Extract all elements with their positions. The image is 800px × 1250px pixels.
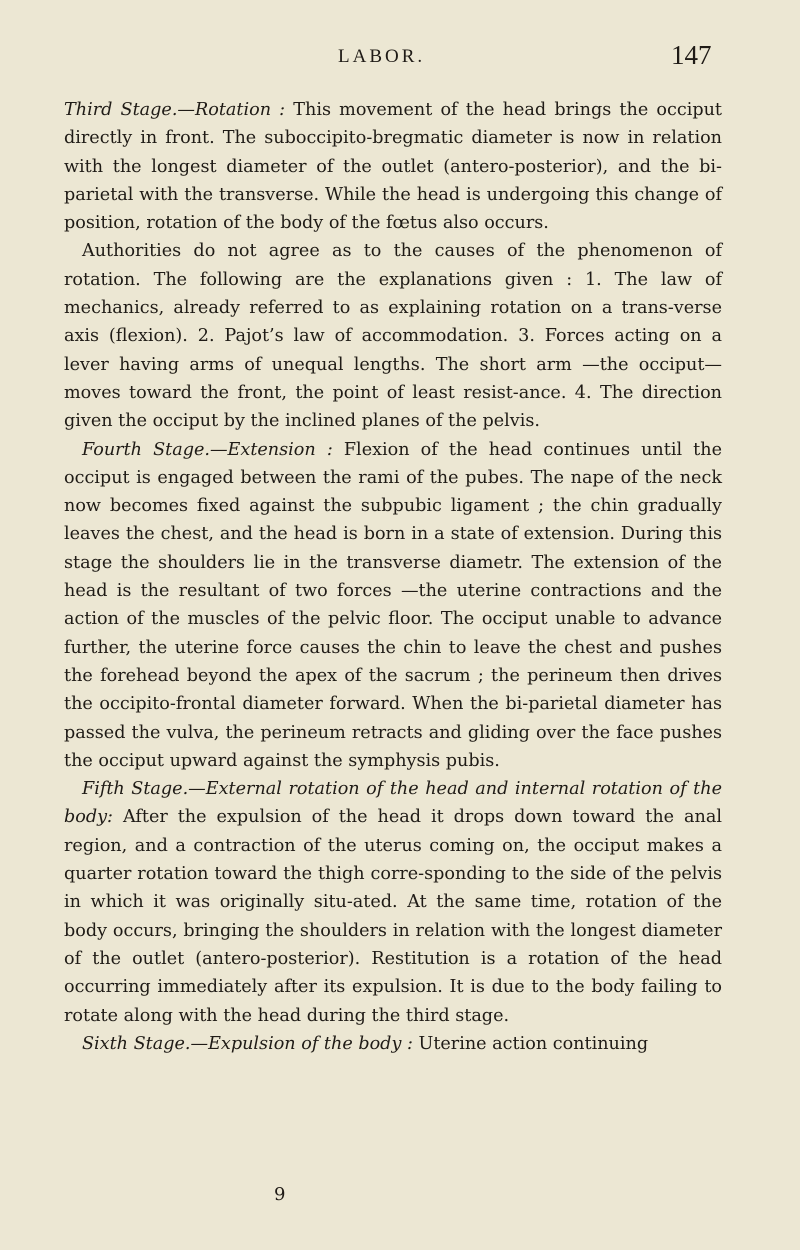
page-header — [0, 40, 800, 80]
paragraph-third-stage — [64, 96, 722, 237]
stage-heading: Fourth Stage.—Extension : — [82, 439, 333, 460]
running-title: LABOR. — [338, 46, 426, 67]
stage-heading: Fifth Stage.—External rotation of the head and internal rotation of the body: — [64, 779, 722, 828]
page-number: 147 — [671, 40, 712, 70]
paragraph-text: After the expulsion of the head it drops down toward the anal region, and a contraction of the uterus coming on, the occiput makes a quarter rotation toward the thigh corre-sponding to the side of the pelvis in which it was originally situ-ated. At the same time, rotation of the body occurs, bringing the shoulders in relation with the longest diameter of the outlet (antero-posterior). Restitution is a rotation of the head occurring immediately after its expulsion. It is due to the body failing to rotate along with the head during the third stage. — [64, 807, 722, 1026]
paragraph-sixth-stage — [64, 1030, 722, 1058]
stage-heading: Third Stage.—Rotation : — [64, 100, 286, 120]
paragraph-text: Flexion of the head continues until the occiput is engaged between the rami of the pubes. The nape of the neck now becomes fixed against the subpubic ligament ; the chin gradually leaves the chest, and the head is born in a state of extension. During this stage the shoulders lie in the transverse diametr. The extension of the head is the resultant of two forces —the uterine contractions and the action of the muscles of the pelvic floor. The occiput unable to advance further, the uterine force causes the chin to leave the chest and pushes the forehead beyond the apex of the sacrum ; the perineum then drives the occipito-frontal diameter forward. When the bi-parietal diameter has passed the vulva, the perineum retracts and gliding over the face pushes the occiput upward against the symphysis pubis. — [64, 439, 722, 771]
stage-heading: Sixth Stage.—Expulsion of the body : — [82, 1033, 413, 1054]
paragraph-text: Uterine action continuing — [412, 1033, 649, 1054]
body-text — [64, 96, 722, 1058]
paragraph-text: This movement of the head brings the occiput directly in front. The suboccipito-bregmatic diameter is now in relation with the longest diameter of the outlet (antero-posterior), and the bi-parietal with the transverse. While the head is undergoing this change of position, rotation of the body of the fœtus also occurs. — [64, 100, 722, 234]
paragraph-text: Authorities do not agree as to the causes of the phenomenon of rotation. The following are the explanations given : 1. The law of mechanics, already referred to as explaining rotation on a trans-verse axis (flexion). 2. Pajot’s law of accommodation. 3. Forces acting on a lever having arms of unequal lengths. The short arm —the occiput—moves toward the front, the point of least resist-ance. 4. The direction given the occiput by the inclined planes of the pelvis. — [64, 241, 722, 432]
paragraph-authorities — [64, 237, 722, 435]
paragraph-fourth-stage — [64, 436, 722, 776]
paragraph-fifth-stage — [64, 775, 722, 1030]
signature-mark: 9 — [274, 1184, 286, 1205]
